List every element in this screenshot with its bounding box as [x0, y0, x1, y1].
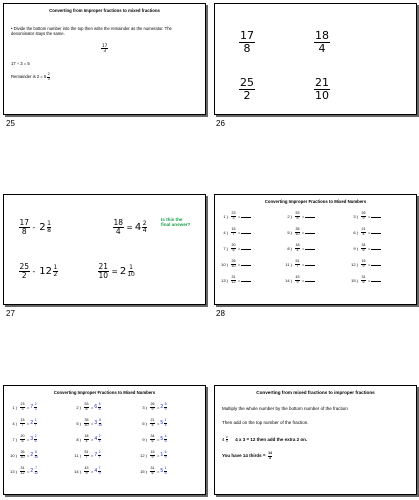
answer-blank[interactable]	[371, 247, 381, 250]
answer-item: 9 ) $\frac{34}{6}$ = 5 $\frac{4}{6}$	[142, 434, 167, 443]
problem-item: 9 ) $\frac{34}{6}$ =	[349, 244, 381, 253]
answer-item: 2 ) $\frac{53}{8}$ = 6 $\frac{5}{8}$	[76, 402, 101, 411]
problem-item: 4 ) $\frac{15}{7}$ =	[219, 228, 251, 237]
mixed-answer: 4 $\frac{2}{4}$	[94, 434, 101, 443]
bullet-icon: •	[11, 26, 14, 31]
problem-item: 8 ) $\frac{18}{4}$ =	[283, 244, 315, 253]
example-fraction: $\frac{17}{3}$	[102, 43, 108, 54]
mixed-answer: 5 $\frac{1}{4}$	[160, 418, 167, 427]
conversion-item: $\frac{25}{2}$ - 12 $\frac{1}{2}$	[19, 262, 58, 280]
instruction-line: Multiply the whole number by the bottom number of the fraction	[222, 406, 348, 411]
mixed-answer: 4 $\frac{7}{9}$	[94, 466, 101, 475]
answer-item: 1 ) $\frac{23}{3}$ = 7 $\frac{2}{3}$	[12, 402, 37, 411]
answer-blank[interactable]	[371, 231, 381, 234]
problem-item: 3 ) $\frac{26}{9}$ =	[349, 212, 381, 221]
division-line: 17 ÷ 3 = 5	[11, 61, 30, 66]
answer-blank[interactable]	[305, 247, 315, 250]
slide-title: Converting Improper Fractions to Mixed Numbers	[264, 199, 367, 204]
problem-item: 11 ) $\frac{51}{7}$ =	[283, 260, 315, 269]
mixed-answer: 1 $\frac{6}{9}$	[160, 450, 167, 459]
mixed-answer: 5 $\frac{1}{6}$	[160, 466, 167, 475]
fraction: $\frac{21}{10}$	[315, 76, 329, 102]
slide-number: 25	[6, 119, 15, 128]
answer-item: 4 ) $\frac{15}{7}$ = 2 $\frac{1}{7}$	[12, 418, 37, 427]
answer-blank[interactable]	[371, 279, 381, 282]
mixed-answer: 3 $\frac{2}{6}$	[30, 434, 37, 443]
slide-27[interactable]	[3, 194, 206, 305]
answer-blank[interactable]	[305, 231, 315, 234]
slide-29[interactable]	[3, 385, 206, 495]
problem-item: 2 ) $\frac{53}{8}$ =	[283, 212, 315, 221]
conversion-item: $\frac{21}{10}$ = 2 $\frac{1}{10}$	[98, 262, 135, 280]
slide-title: Converting Improper Fractions to Mixed Numbers	[53, 390, 156, 395]
problem-item: 10 ) $\frac{26}{10}$ =	[219, 260, 251, 269]
problem-item: 14 ) $\frac{43}{9}$ =	[283, 276, 315, 285]
answer-item: 3 ) $\frac{26}{9}$ = 2 $\frac{8}{9}$	[142, 402, 167, 411]
answer-blank[interactable]	[305, 279, 315, 282]
mixed-answer: 3 $\frac{5}{10}$	[94, 418, 102, 427]
mixed-answer: 2 $\frac{6}{10}$	[30, 450, 38, 459]
answer-item: 13 ) $\frac{31}{12}$ = 2 $\frac{7}{12}$	[10, 466, 38, 475]
answer-blank[interactable]	[241, 231, 251, 234]
slide-number: 26	[216, 119, 225, 128]
problem-item: 15 ) $\frac{31}{6}$ =	[349, 276, 381, 285]
answer-item: 11 ) $\frac{51}{7}$ = 7 $\frac{2}{7}$	[74, 450, 101, 459]
final-answer-question: Is this the final answer?	[161, 217, 191, 228]
slide-28[interactable]	[214, 194, 417, 305]
mixed-answer: 6 $\frac{5}{8}$	[94, 402, 101, 411]
conversion-item: $\frac{17}{8}$ - 2 $\frac{1}{8}$	[19, 218, 51, 236]
problem-item: 12 ) $\frac{15}{9}$ =	[349, 260, 381, 269]
answer-blank[interactable]	[241, 279, 251, 282]
problem-item: 1 ) $\frac{23}{3}$ =	[219, 212, 251, 221]
answer-item: 15 ) $\frac{31}{6}$ = 5 $\frac{1}{6}$	[140, 466, 167, 475]
fraction: $\frac{25}{2}$	[240, 76, 254, 102]
mixed-answer: 7 $\frac{2}{3}$	[30, 402, 37, 411]
answer-blank[interactable]	[305, 215, 315, 218]
thirds-line: You have 14 thirds = $\frac{14}{3}$	[222, 451, 272, 460]
mixed-answer: 5 $\frac{4}{6}$	[160, 434, 167, 443]
slide-25[interactable]	[3, 3, 206, 115]
slide-title: Converting from mixed fractions to improper fractions	[256, 390, 375, 395]
remainder-fraction: $\frac{2}{3}$	[47, 72, 50, 81]
mixed-answer: 2 $\frac{1}{7}$	[30, 418, 37, 427]
mixed-answer: 7 $\frac{2}{7}$	[94, 450, 101, 459]
bullet-text: • Divide the bottom number into the top then write the remainder as the numerator. The denominator stays the same.	[11, 26, 172, 37]
example-line: 4 $\frac{2}{3}$ 4 x 3 = 12 then add the extra 2 on.	[222, 435, 308, 444]
answer-item: 12 ) $\frac{15}{9}$ = 1 $\frac{6}{9}$	[140, 450, 167, 459]
answer-item: 8 ) $\frac{18}{4}$ = 4 $\frac{2}{4}$	[76, 434, 101, 443]
answer-blank[interactable]	[241, 247, 251, 250]
mixed-answer: 2 $\frac{7}{12}$	[30, 466, 38, 475]
problem-item: 7 ) $\frac{20}{6}$ =	[219, 244, 251, 253]
answer-item: 10 ) $\frac{26}{10}$ = 2 $\frac{6}{10}$	[10, 450, 38, 459]
problem-item: 5 ) $\frac{35}{10}$ =	[283, 228, 315, 237]
fraction: $\frac{17}{8}$	[240, 29, 254, 55]
answer-item: 7 ) $\frac{20}{6}$ = 3 $\frac{2}{6}$	[12, 434, 37, 443]
slide-number: 27	[6, 309, 15, 318]
slide-30[interactable]	[214, 385, 417, 495]
answer-blank[interactable]	[371, 215, 381, 218]
slide-26[interactable]	[214, 3, 417, 115]
answer-item: 5 ) $\frac{35}{10}$ = 3 $\frac{5}{10}$	[76, 418, 102, 427]
conversion-item: $\frac{18}{4}$ = 4 $\frac{2}{4}$	[113, 218, 147, 236]
problem-item: 13 ) $\frac{31}{12}$ =	[219, 276, 251, 285]
answer-blank[interactable]	[371, 263, 381, 266]
remainder-line: Remainder is 2 = 5 $\frac{2}{3}$	[11, 72, 50, 81]
answer-blank[interactable]	[241, 215, 251, 218]
answer-item: 14 ) $\frac{43}{9}$ = 4 $\frac{7}{9}$	[74, 466, 101, 475]
answer-blank[interactable]	[305, 263, 315, 266]
example-mixed: 4 $\frac{2}{3}$	[222, 435, 228, 444]
mixed-answer: 2 $\frac{8}{9}$	[160, 402, 167, 411]
slide-number: 28	[216, 309, 225, 318]
instruction-line: Then add on the top number of the fraction.	[222, 420, 309, 425]
problem-item: 6 ) $\frac{21}{4}$ =	[349, 228, 381, 237]
fraction: $\frac{18}{4}$	[315, 29, 329, 55]
slide-title: Converting from Improper fractions to mixed fractions	[49, 8, 160, 13]
answer-blank[interactable]	[241, 263, 251, 266]
answer-item: 6 ) $\frac{21}{4}$ = 5 $\frac{1}{4}$	[142, 418, 167, 427]
